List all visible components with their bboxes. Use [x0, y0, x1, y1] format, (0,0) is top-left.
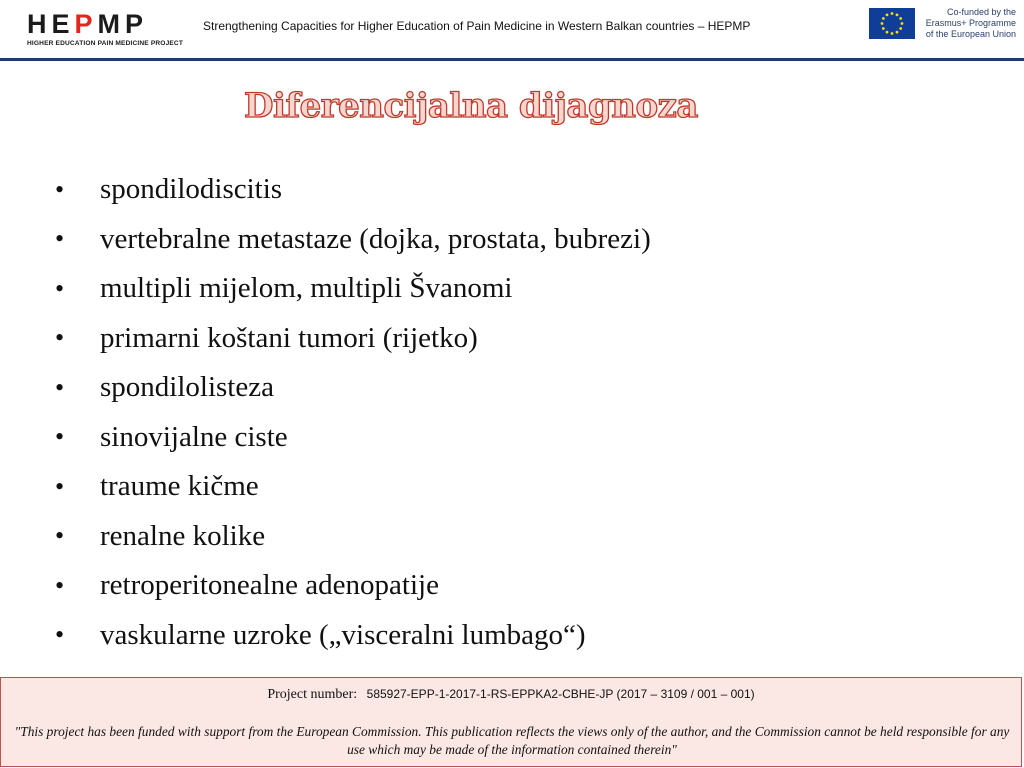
eu-star-icon	[896, 31, 899, 34]
bullet-text: spondilolisteza	[100, 371, 274, 404]
bullet-icon: •	[55, 471, 65, 501]
eu-star-icon	[896, 13, 899, 16]
eu-star-icon	[899, 27, 902, 30]
eu-star-icon	[886, 13, 889, 16]
project-number-value: 585927-EPP-1-2017-1-RS-EPPKA2-CBHE-JP (2017 – 3109 / 001 – 001)	[366, 687, 755, 701]
eu-star-icon	[891, 32, 894, 35]
footer-box	[0, 677, 1022, 767]
project-number-label: Project number:	[267, 687, 358, 702]
bullet-text: primarni koštani tumori (rijetko)	[100, 321, 478, 354]
bullet-item	[55, 215, 651, 265]
bullet-text: retroperitonealne adenopatije	[100, 569, 439, 602]
bullet-icon: •	[55, 174, 65, 204]
bullet-text: spondilodiscitis	[100, 173, 283, 206]
eu-star-icon	[882, 27, 885, 30]
eu-star-icon	[882, 17, 885, 20]
eu-star-icon	[891, 12, 894, 15]
bullet-text: traume kičme	[100, 470, 259, 503]
eu-cofunding-label	[920, 7, 1016, 40]
bullet-icon: •	[55, 422, 65, 452]
bullet-icon: •	[55, 323, 65, 353]
bullet-text: renalne kolike	[100, 519, 266, 552]
project-title: Strengthening Capacities for Higher Education of Pain Medicine in Western Balkan countries – HEPMP	[203, 19, 751, 33]
project-number-line	[1, 687, 1021, 703]
eu-star-icon	[886, 31, 889, 34]
bullet-text: vertebralne metastaze (dojka, prostata, bubrezi)	[100, 222, 651, 255]
eu-star-icon	[901, 22, 904, 25]
eu-stars	[869, 8, 915, 39]
bullet-item	[55, 314, 651, 364]
logo-wordmark	[27, 10, 187, 38]
eu-star-icon	[881, 22, 884, 25]
bullet-icon: •	[55, 273, 65, 303]
bullet-icon: •	[55, 570, 65, 600]
logo-letter: P	[74, 9, 98, 39]
logo-letter: E	[51, 9, 75, 39]
bullet-item	[55, 413, 651, 463]
bullet-text: multipli mijelom, multipli Švanomi	[100, 272, 513, 305]
bullet-icon: •	[55, 224, 65, 254]
bullet-list	[55, 165, 651, 660]
slide-title: Diferencijalna dijagnoza	[244, 86, 698, 126]
bullet-text: sinovijalne ciste	[100, 420, 288, 453]
header-divider	[0, 58, 1024, 61]
bullet-item	[55, 611, 651, 661]
bullet-item	[55, 264, 651, 314]
logo-letter: M	[97, 9, 126, 39]
bullet-item	[55, 363, 651, 413]
bullet-icon: •	[55, 521, 65, 551]
eu-label-line: Co-funded by the	[946, 7, 1016, 17]
hepmp-logo	[27, 10, 187, 50]
bullet-item	[55, 561, 651, 611]
bullet-icon: •	[55, 620, 65, 650]
bullet-item	[55, 462, 651, 512]
logo-letter: P	[125, 9, 149, 39]
logo-letter: H	[27, 9, 52, 39]
eu-label-line: Erasmus+ Programme	[925, 18, 1016, 28]
bullet-text: vaskularne uzroke („visceralni lumbago“)	[100, 618, 586, 651]
slide-header	[0, 0, 1024, 60]
eu-star-icon	[899, 17, 902, 20]
bullet-icon: •	[55, 372, 65, 402]
bullet-item	[55, 165, 651, 215]
bullet-item	[55, 512, 651, 562]
funding-disclaimer: "This project has been funded with support from the European Commission. This publication reflects the views only of the author, and the Commission cannot be held responsible for any use which may be made of the information contained therein"	[14, 724, 1010, 757]
logo-subtitle: HIGHER EDUCATION PAIN MEDICINE PROJECT	[27, 40, 184, 47]
eu-flag-icon	[869, 8, 915, 39]
eu-label-line: of the European Union	[925, 29, 1016, 39]
